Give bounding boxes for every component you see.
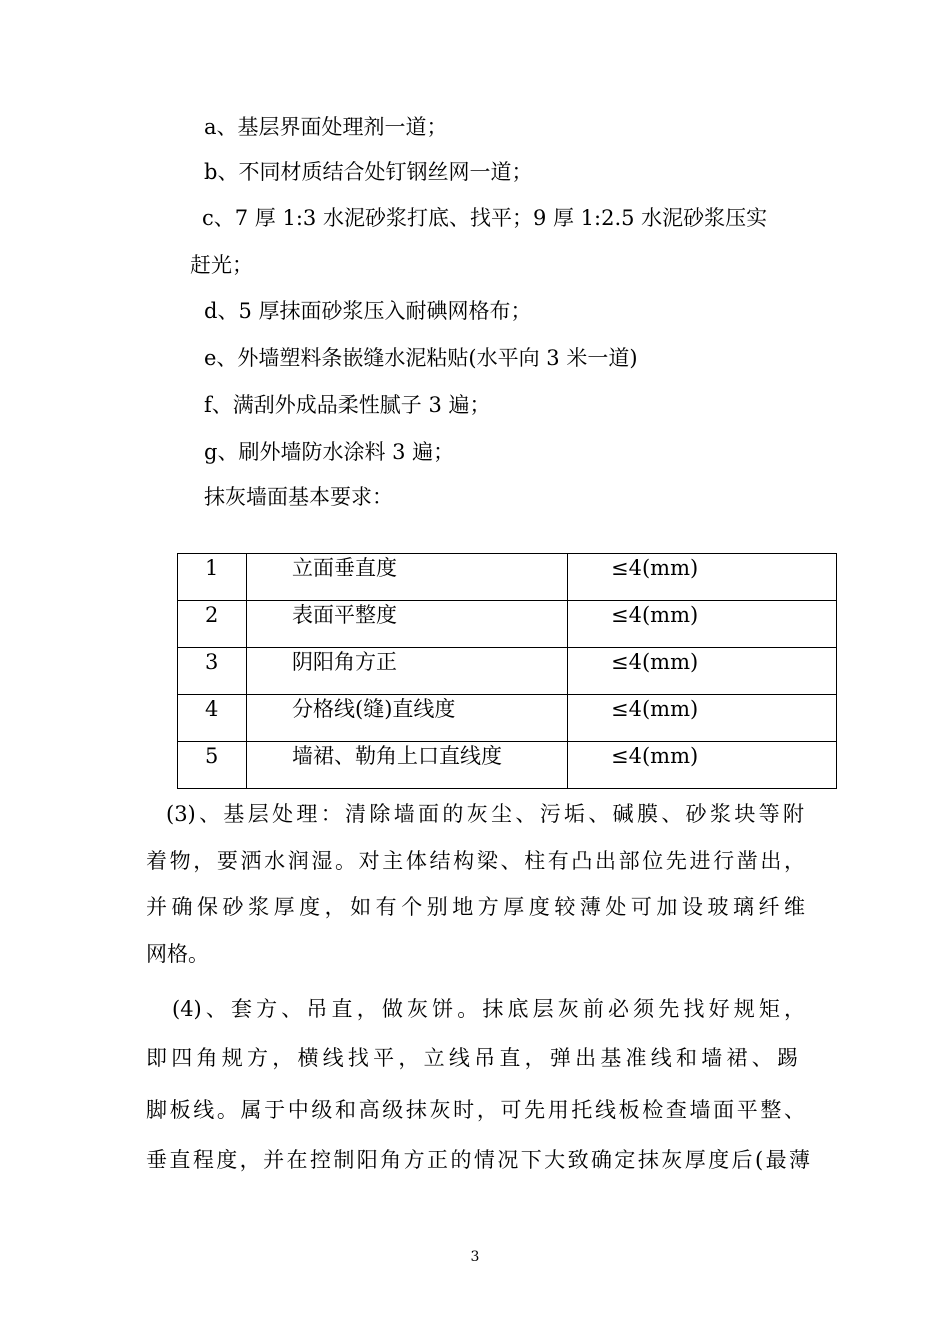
tolerance-cell: ≤4(mm) [568,554,837,601]
list-item-g: g、刷外墙防水涂料 3 遍； [204,440,455,464]
table-row [178,554,837,601]
item-cell: 表面平整度 [247,601,568,648]
paragraph-3-line: 并确保砂浆厚度，如有个别地方厚度较薄处可加设玻璃纤维 [146,895,805,919]
table-row [178,742,837,789]
list-item-c-continued: 赶光； [190,253,253,277]
paragraph-3-line: 着物，要洒水润湿。对主体结构梁、柱有凸出部位先进行凿出， [146,849,805,873]
item-cell: 分格线(缝)直线度 [247,695,568,742]
list-item-c: c、7 厚 1:3 水泥砂浆打底、找平；9 厚 1:2.5 水泥砂浆压实 [202,206,768,230]
row-number-cell: 3 [178,648,247,695]
item-cell: 墙裙、勒角上口直线度 [247,742,568,789]
item-cell: 阴阳角方正 [247,648,568,695]
row-number-cell: 1 [178,554,247,601]
paragraph-3-line: (3)、基层处理：清除墙面的灰尘、污垢、碱膜、砂浆块等附 [166,802,804,826]
table-heading: 抹灰墙面基本要求： [204,485,393,509]
table-row [178,695,837,742]
paragraph-3-line: 网格。 [146,942,209,966]
list-item-a: a、基层界面处理剂一道； [204,115,448,139]
paragraph-4-line: (4)、套方、吊直，做灰饼。抹底层灰前必须先找好规矩， [172,997,805,1021]
list-item-e: e、外墙塑料条嵌缝水泥粘贴(水平向 3 米一道) [204,346,638,370]
page-number: 3 [470,1249,480,1265]
row-number-cell: 2 [178,601,247,648]
list-item-d: d、5 厚抹面砂浆压入耐碘网格布； [204,299,532,323]
list-item-f: f、满刮外成品柔性腻子 3 遍； [204,393,491,417]
paragraph-4-line: 脚板线。属于中级和高级抹灰时，可先用托线板检查墙面平整、 [146,1098,805,1122]
row-number-cell: 4 [178,695,247,742]
paragraph-4-line: 垂直程度，并在控制阳角方正的情况下大致确定抹灰厚度后(最薄 [146,1148,810,1172]
list-item-b: b、不同材质结合处钉钢丝网一道； [204,160,533,184]
paragraph-4-line: 即四角规方，横线找平，立线吊直，弹出基准线和墙裙、踢 [146,1046,798,1070]
table-row [178,648,837,695]
item-cell: 立面垂直度 [247,554,568,601]
requirements-table [177,553,837,789]
tolerance-cell: ≤4(mm) [568,648,837,695]
tolerance-cell: ≤4(mm) [568,695,837,742]
tolerance-cell: ≤4(mm) [568,601,837,648]
row-number-cell: 5 [178,742,247,789]
tolerance-cell: ≤4(mm) [568,742,837,789]
table-row [178,601,837,648]
